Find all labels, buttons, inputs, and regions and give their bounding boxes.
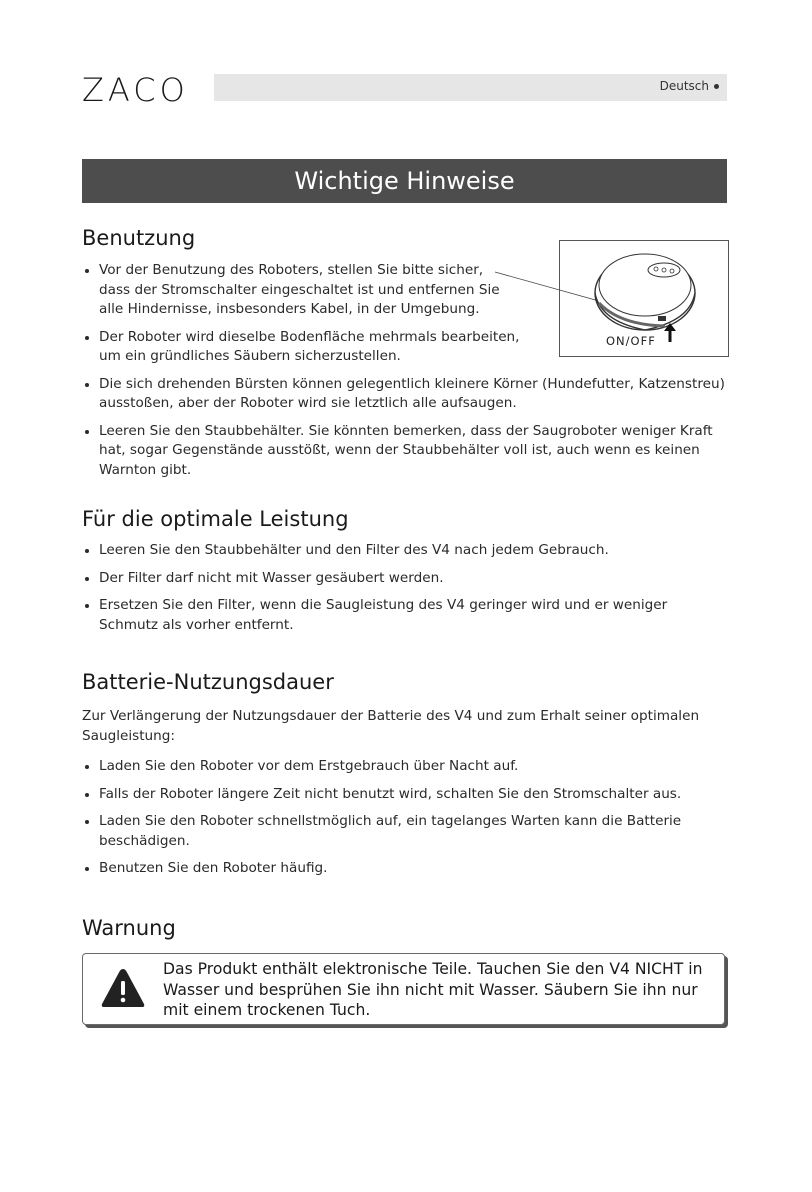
list-item: Vor der Benutzung des Roboters, stellen Sie bitte sicher, dass der Stromschalter eingeschaltet ist und entfernen Sie alle Hindernisse, insbesonders Kabel, in der Umgebung.	[82, 261, 512, 320]
section-heading-leistung: Für die optimale Leistung	[82, 507, 349, 531]
list-item: Laden Sie den Roboter vor dem Erstgebrauch über Nacht auf.	[82, 757, 727, 777]
brand-logo: ZACO	[82, 71, 189, 109]
page-title: Wichtige Hinweise	[82, 159, 727, 203]
list-item: Ersetzen Sie den Filter, wenn die Saugleistung des V4 geringer wird und er weniger Schmutz als vorher entfernt.	[82, 596, 692, 635]
list-item: Benutzen Sie den Roboter häufig.	[82, 859, 727, 879]
batterie-list	[82, 757, 727, 887]
list-item: Laden Sie den Roboter schnellstmöglich auf, ein tagelanges Warten kann die Batterie beschädigen.	[82, 812, 702, 851]
list-item: Falls der Roboter längere Zeit nicht benutzt wird, schalten Sie den Stromschalter aus.	[82, 785, 727, 805]
warning-triangle-icon	[100, 966, 146, 1010]
list-item: Leeren Sie den Staubbehälter und den Filter des V4 nach jedem Gebrauch.	[82, 541, 727, 561]
robot-figure	[559, 240, 729, 357]
list-item: Die sich drehenden Bürsten können gelegentlich kleinere Körner (Hundefutter, Katzenstreu) ausstoßen, aber der Roboter wird sie letztlich alle aufsaugen.	[82, 375, 727, 414]
batterie-intro: Zur Verlängerung der Nutzungsdauer der Batterie des V4 und zum Erhalt seiner optimalen Saugleistung:	[82, 708, 700, 744]
list-item: Der Filter darf nicht mit Wasser gesäubert werden.	[82, 569, 727, 589]
list-item: Der Roboter wird dieselbe Bodenfläche mehrmals bearbeiten, um ein gründliches Säubern sicherzustellen.	[82, 328, 537, 367]
warning-box	[82, 953, 725, 1025]
section-heading-batterie: Batterie-Nutzungsdauer	[82, 670, 334, 694]
section-heading-warnung: Warnung	[82, 916, 176, 940]
warning-text: Das Produkt enthält elektronische Teile. Tauchen Sie den V4 NICHT in Wasser und besprühen Sie ihn nicht mit Wasser. Säubern Sie ihn nur mit einem trockenen Tuch.	[163, 960, 703, 1019]
list-item: Leeren Sie den Staubbehälter. Sie könnten bemerken, dass der Saugroboter weniger Kraft hat, sogar Gegenstände ausstößt, wenn der Staubbehälter voll ist, auch wenn es keinen Warnton gibt.	[82, 422, 727, 481]
leistung-list	[82, 541, 727, 643]
language-label: Deutsch	[660, 79, 719, 93]
section-heading-benutzung: Benutzung	[82, 226, 196, 250]
on-off-label: ON/OFF	[606, 334, 656, 348]
